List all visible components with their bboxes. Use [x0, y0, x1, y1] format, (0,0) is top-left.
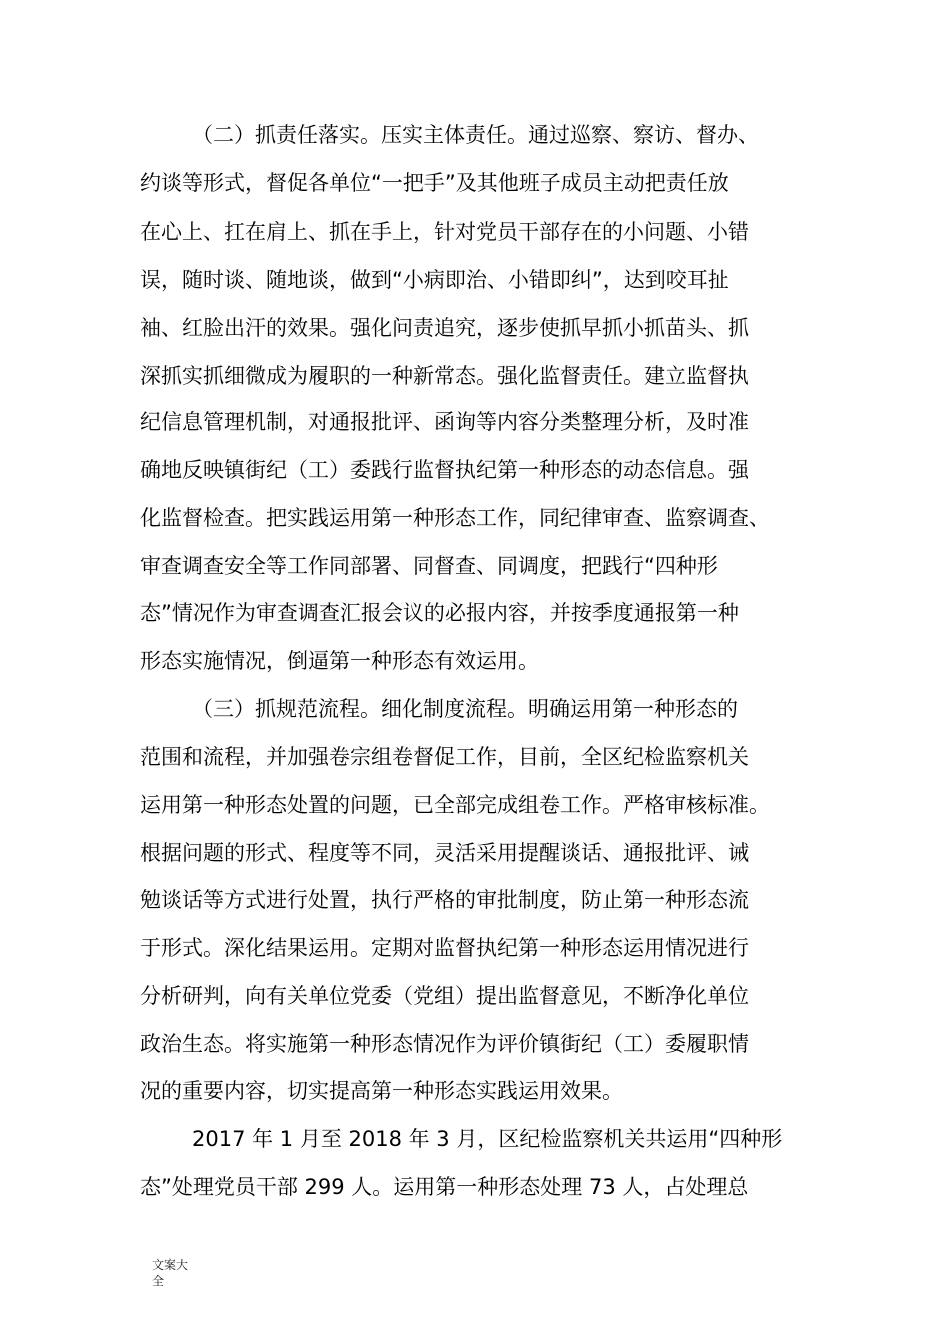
footer-label — [152, 1257, 212, 1289]
paragraph-1-line-5: 袖、红脸出汗的效果。强化问责追究，逐步使抓早抓小抓苗头、抓 — [140, 316, 749, 340]
paragraph-1-line-11: 态”情况作为审查调查汇报会议的必报内容，并按季度通报第一种 — [140, 601, 739, 625]
paragraph-1-line-1: （二）抓责任落实。压实主体责任。通过巡察、察访、督办、 — [192, 123, 759, 147]
paragraph-1-line-4: 误，随时谈、随地谈，做到“小病即治、小错即纠”，达到咬耳扯 — [140, 268, 729, 292]
paragraph-1-line-7: 纪信息管理机制，对通报批评、函询等内容分类整理分析，及时准 — [140, 410, 749, 434]
paragraph-2-line-1: （三）抓规范流程。细化制度流程。明确运用第一种形态的 — [192, 697, 738, 721]
paragraph-1-line-2: 约谈等形式，督促各单位“一把手”及其他班子成员主动把责任放 — [140, 171, 729, 195]
paragraph-2-line-7: 分析研判，向有关单位党委（党组）提出监督意见，不断净化单位 — [140, 984, 749, 1008]
paragraph-1-line-12: 形态实施情况，倒逼第一种形态有效运用。 — [140, 649, 539, 673]
paragraph-1-line-8: 确地反映镇街纪（工）委践行监督执纪第一种形态的动态信息。强 — [140, 458, 749, 482]
footer-line-1: 文案大 — [152, 1258, 189, 1272]
paragraph-2-line-5: 勉谈话等方式进行处置，执行严格的审批制度，防止第一种形态流 — [140, 888, 749, 912]
paragraph-2-line-3: 运用第一种形态处置的问题，已全部完成组卷工作。严格审核标准。 — [140, 793, 770, 817]
paragraph-1-line-9: 化监督检查。把实践运用第一种形态工作，同纪律审查、监察调查、 — [140, 506, 770, 530]
paragraph-2-line-2: 范围和流程，并加强卷宗组卷督促工作，目前，全区纪检监察机关 — [140, 745, 749, 769]
paragraph-2-line-4: 根据问题的形式、程度等不同，灵活采用提醒谈话、通报批评、诫 — [140, 841, 749, 865]
paragraph-1-line-3: 在心上、扛在肩上、抓在手上，针对党员干部存在的小问题、小错 — [140, 220, 749, 244]
paragraph-1-line-10: 审查调查安全等工作同部署、同督查、同调度，把践行“四种形 — [140, 554, 718, 578]
paragraph-2-line-6: 于形式。深化结果运用。定期对监督执纪第一种形态运用情况进行 — [140, 936, 749, 960]
footer-line-2: 全 — [152, 1274, 165, 1288]
paragraph-2-line-9: 况的重要内容，切实提高第一种形态实践运用效果。 — [140, 1079, 623, 1103]
paragraph-1-line-6: 深抓实抓细微成为履职的一种新常态。强化监督责任。建立监督执 — [140, 364, 749, 388]
paragraph-3-line-1: 2017 年 1 月至 2018 年 3 月，区纪检监察机关共运用“四种形 — [192, 1127, 783, 1151]
paragraph-3-line-2: 态”处理党员干部 299 人。运用第一种形态处理 73 人，占处理总 — [140, 1175, 749, 1199]
paragraph-2-line-8: 政治生态。将实施第一种形态情况作为评价镇街纪（工）委履职情 — [140, 1032, 749, 1056]
